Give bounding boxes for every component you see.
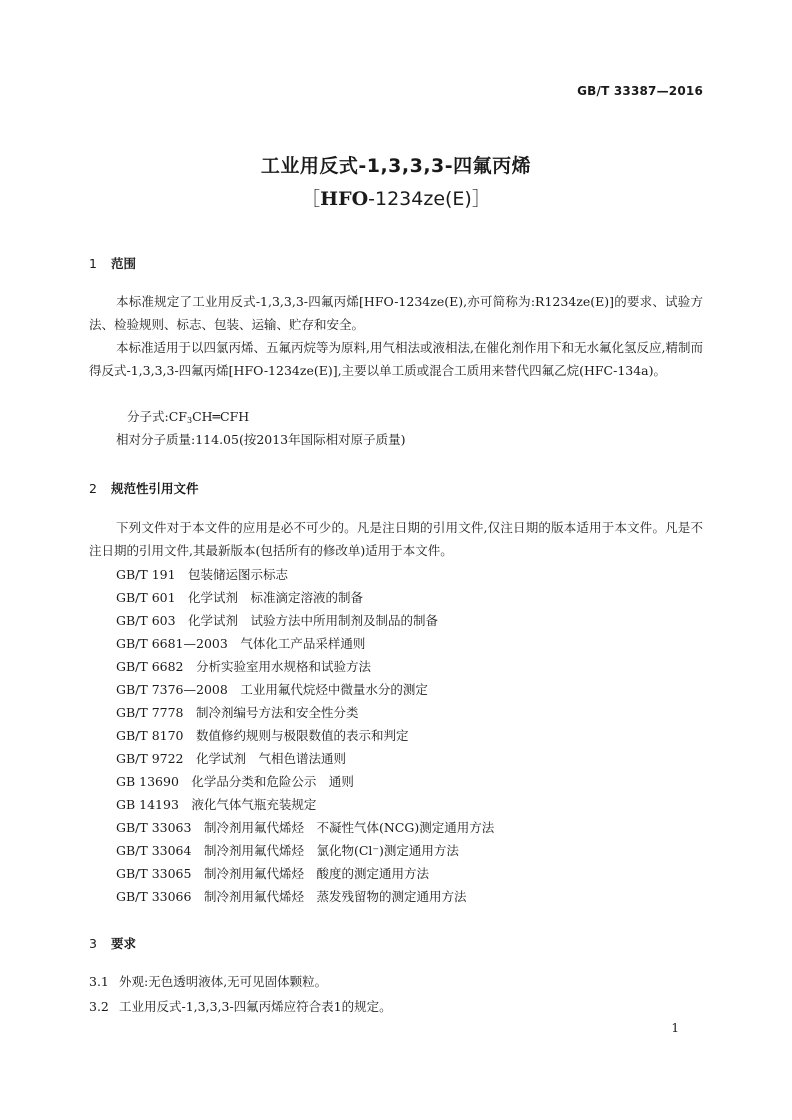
section-2-heading: [89, 479, 199, 497]
clause-number: 3.1: [89, 974, 109, 989]
reference-item: GB/T 6681—2003 气体化工产品采样通则: [116, 636, 366, 651]
section-number: 1: [89, 256, 97, 271]
clause-3-1: [89, 972, 327, 990]
formula-subscript: 3: [186, 416, 193, 425]
reference-item: GB/T 8170 数值修约规则与极限数值的表示和判定: [116, 728, 409, 743]
section-1-heading: [89, 254, 136, 272]
reference-item: GB/T 9722 化学试剂 气相色谱法通则: [116, 751, 347, 766]
page-number: 1: [671, 1021, 679, 1035]
reference-item: GB/T 191 包装储运图示标志: [116, 567, 289, 582]
reference-item: GB/T 7376—2008 工业用氟代烷烃中微量水分的测定: [116, 682, 428, 697]
reference-item: GB/T 601 化学试剂 标准滴定溶液的制备: [116, 590, 364, 605]
clause-text: 工业用反式-1,3,3,3-四氟丙烯应符合表1的规定。: [119, 999, 392, 1014]
section-3-heading: [89, 934, 136, 952]
formula-cf: CF: [168, 409, 187, 424]
clause-text: 外观:无色透明液体,无可见固体颗粒。: [119, 974, 328, 989]
molecular-mass: 相对分子质量:114.05(按2013年国际相对原子质量): [116, 432, 406, 447]
clause-3-2: [89, 997, 392, 1015]
formula-label: 分子式:: [127, 409, 169, 424]
document-title: 工业用反式-1,3,3,3-四氟丙烯: [260, 155, 532, 177]
section-number: 3: [89, 936, 97, 951]
reference-item: GB/T 603 化学试剂 试验方法中所用制剂及制品的制备: [116, 613, 439, 628]
section-1-para-2: 本标准适用于以四氯丙烯、五氟丙烷等为原料,用气相法或液相法,在催化剂作用下和无水氟化氢反应,精制而得反式-1,3,3,3-四氟丙烯[HFO-1234ze(E)],主要以单工质或混合工质用来替代四氟乙烷(HFC-134a)。: [89, 340, 703, 378]
section-title: 要求: [111, 936, 137, 951]
document-subtitle: [0, 184, 792, 211]
section-1-para-1: 本标准规定了工业用反式-1,3,3,3-四氟丙烯[HFO-1234ze(E),亦可简称为:R1234ze(E)]的要求、试验方法、检验规则、标志、包装、运输、贮存和安全。: [89, 294, 703, 332]
reference-item: GB/T 33063 制冷剂用氟代烯烃 不凝性气体(NCG)测定通用方法: [116, 820, 495, 835]
section-2-para: 下列文件对于本文件的应用是必不可少的。凡是注日期的引用文件,仅注日期的版本适用于本文件。凡是不注日期的引用文件,其最新版本(包括所有的修改单)适用于本文件。: [89, 520, 703, 558]
section-number: 2: [89, 481, 97, 496]
reference-item: GB/T 33066 制冷剂用氟代烯烃 蒸发残留物的测定通用方法: [116, 889, 467, 904]
bracket-open: ［: [301, 188, 321, 210]
reference-item: GB/T 6682 分析实验室用水规格和试验方法: [116, 659, 372, 674]
section-title: 规范性引用文件: [111, 481, 199, 496]
reference-item: GB 13690 化学品分类和危险公示 通则: [116, 774, 354, 789]
reference-item: GB/T 33064 制冷剂用氟代烯烃 氯化物(Cl⁻)测定通用方法: [116, 843, 459, 858]
reference-item: GB/T 33065 制冷剂用氟代烯烃 酸度的测定通用方法: [116, 866, 429, 881]
reference-item: GB 14193 液化气体气瓶充装规定: [116, 797, 317, 812]
bracket-close: ］: [471, 188, 491, 210]
clause-number: 3.2: [89, 999, 109, 1014]
section-title: 范围: [111, 256, 137, 271]
standard-code: GB/T 33387—2016: [577, 84, 703, 98]
subtitle-bold: HFO: [320, 188, 369, 210]
reference-item: GB/T 7778 制冷剂编号方法和安全性分类: [116, 705, 359, 720]
subtitle-rest: -1234ze(E): [368, 188, 472, 210]
formula-rest: CH═CFH: [192, 409, 250, 424]
